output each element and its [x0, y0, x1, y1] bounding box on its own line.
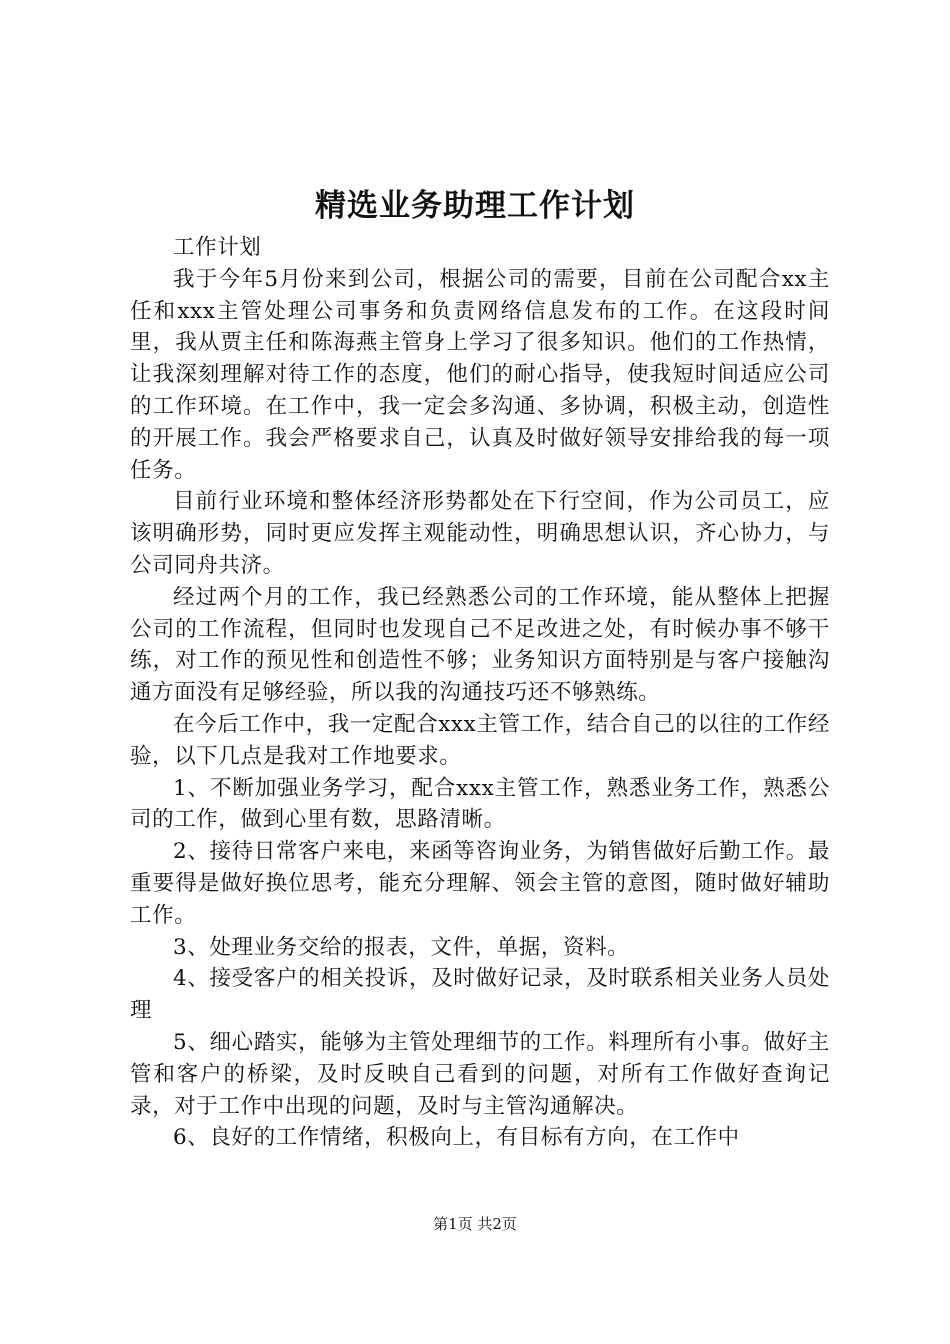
paragraph: 我于今年5月份来到公司，根据公司的需要，目前在公司配合xx主任和xxx主管处理公司事务和负责网络信息发布的工作。在这段时间里，我从贾主任和陈海燕主管身上学习了很多知识。他们的工作热情，让我深刻理解对待工作的态度，他们的耐心指导，使我短时间适应公司的工作环境。在工作中，我一定会多沟通、多协调，积极主动，创造性的开展工作。我会严格要求自己，认真及时做好领导安排给我的每一项任务。 — [130, 266, 830, 483]
list-item: 5、细心踏实，能够为主管处理细节的工作。料理所有小事。做好主管和客户的桥梁，及时反映自己看到的问题，对所有工作做好查询记录，对于工作中出现的问题，及时与主管沟通解决。 — [130, 1029, 830, 1119]
list-item: 1、不断加强业务学习，配合xxx主管工作，熟悉业务工作，熟悉公司的工作，做到心里有数，思路清晰。 — [130, 775, 830, 833]
list-item: 2、接待日常客户来电，来函等咨询业务，为销售做好后勤工作。最重要得是做好换位思考，能充分理解、领会主管的意图，随时做好辅助工作。 — [130, 839, 830, 928]
list-item: 4、接受客户的相关投诉，及时做好记录，及时联系相关业务人员处理 — [130, 966, 830, 1024]
list-item: 6、良好的工作情绪，积极向上，有目标有方向，在工作中 — [173, 1125, 740, 1151]
document-title: 精选业务助理工作计划 — [315, 188, 635, 224]
paragraph: 在今后工作中，我一定配合xxx主管工作，结合自己的以往的工作经验，以下几点是我对工作地要求。 — [130, 711, 830, 769]
paragraph: 经过两个月的工作，我已经熟悉公司的工作环境，能从整体上把握公司的工作流程，但同时也发现自己不足改进之处，有时候办事不够干练，对工作的预见性和创造性不够；业务知识方面特别是与客户接触沟通方面没有足够经验，所以我的沟通技巧还不够熟练。 — [130, 584, 830, 706]
page-number-footer: 第1页 共2页 — [433, 1215, 517, 1233]
paragraph-heading: 工作计划 — [173, 235, 262, 260]
list-item: 3、处理业务交给的报表，文件，单据，资料。 — [173, 934, 630, 960]
paragraph: 目前行业环境和整体经济形势都处在下行空间，作为公司员工，应该明确形势，同时更应发挥主观能动性，明确思想认识，齐心协力，与公司同舟共济。 — [130, 489, 830, 578]
document-body — [130, 232, 830, 1154]
